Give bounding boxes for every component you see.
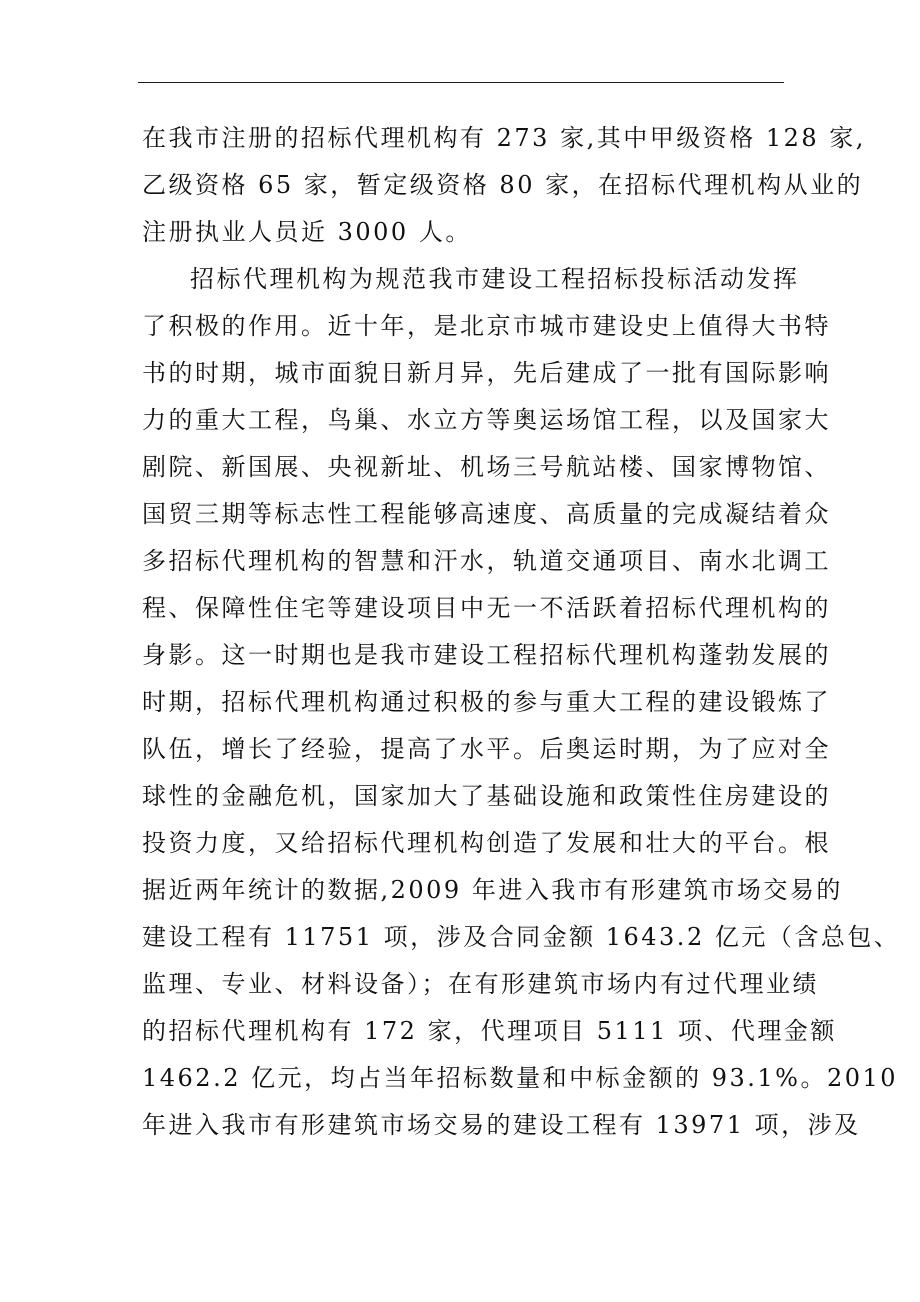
text-line: 建设工程有 11751 项，涉及合同金额 1643.2 亿元（含总包、 xyxy=(142,923,901,951)
text-line: 注册执业人员近 3000 人。 xyxy=(142,218,472,246)
text-line: 剧院、新国展、央视新址、机场三号航站楼、国家博物馆、 xyxy=(142,453,831,481)
text-line: 力的重大工程，鸟巢、水立方等奥运场馆工程，以及国家大 xyxy=(142,406,831,434)
text-line: 国贸三期等标志性工程能够高速度、高质量的完成凝结着众 xyxy=(142,500,831,528)
text-line: 投资力度，又给招标代理机构创造了发展和壮大的平台。根 xyxy=(142,829,831,857)
text-line: 多招标代理机构的智慧和汗水，轨道交通项目、南水北调工 xyxy=(142,547,831,575)
paragraph-1 xyxy=(142,115,866,256)
body-text xyxy=(142,115,901,1149)
text-line: 据近两年统计的数据,2009 年进入我市有形建筑市场交易的 xyxy=(142,876,843,904)
text-line: 招标代理机构为规范我市建设工程招标投标活动发挥 xyxy=(190,265,800,293)
text-line: 队伍，增长了经验，提高了水平。后奥运时期，为了应对全 xyxy=(142,735,831,763)
text-line: 在我市注册的招标代理机构有 273 家,其中甲级资格 128 家, xyxy=(142,124,866,152)
text-line: 年进入我市有形建筑市场交易的建设工程有 13971 项，涉及 xyxy=(142,1111,861,1139)
text-line: 程、保障性住宅等建设项目中无一不活跃着招标代理机构的 xyxy=(142,594,831,622)
text-line: 乙级资格 65 家，暂定级资格 80 家，在招标代理机构从业的 xyxy=(142,171,864,199)
text-line: 了积极的作用。近十年，是北京市城市建设史上值得大书特 xyxy=(142,312,831,340)
text-line: 书的时期，城市面貌日新月异，先后建成了一批有国际影响 xyxy=(142,359,831,387)
text-line: 球性的金融危机，国家加大了基础设施和政策性住房建设的 xyxy=(142,782,831,810)
text-line: 的招标代理机构有 172 家，代理项目 5111 项、代理金额 xyxy=(142,1017,837,1045)
text-line: 时期，招标代理机构通过积极的参与重大工程的建设锻炼了 xyxy=(142,688,831,716)
text-line: 1462.2 亿元，均占当年招标数量和中标金额的 93.1%。2010 xyxy=(142,1064,899,1092)
text-line: 身影。这一时期也是我市建设工程招标代理机构蓬勃发展的 xyxy=(142,641,831,669)
header-rule xyxy=(138,82,784,83)
text-line: 监理、专业、材料设备）；在有形建筑市场内有过代理业绩 xyxy=(142,970,819,998)
paragraph-2 xyxy=(142,256,901,1149)
